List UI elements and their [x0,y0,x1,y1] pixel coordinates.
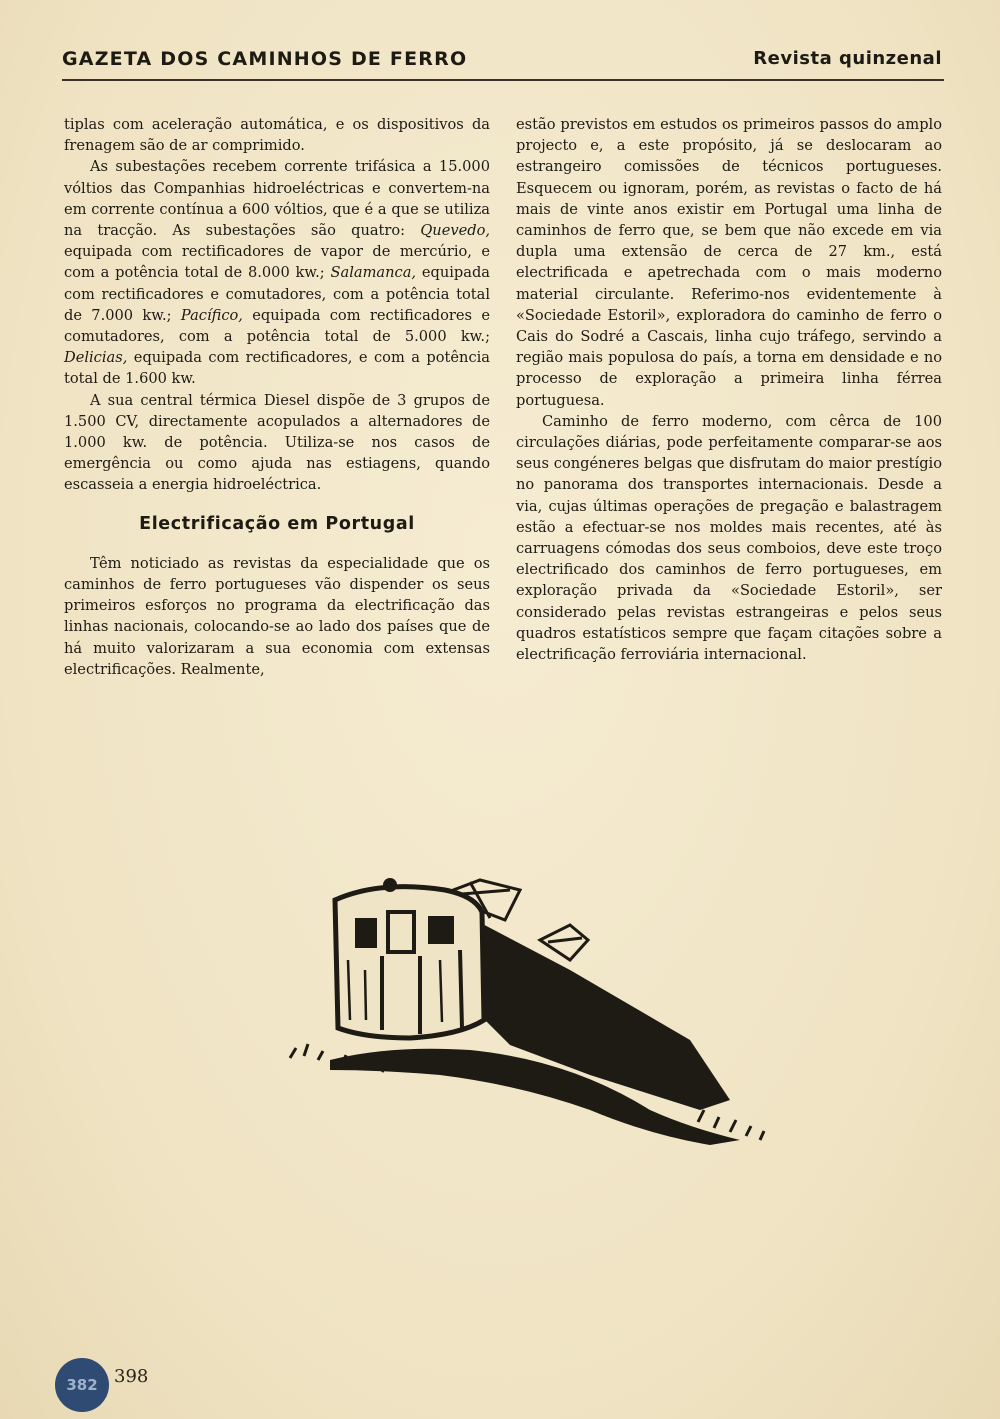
text-span: equipada com rectificadores e comutadores, com a potência total de 7.000 kw.; [64,264,490,324]
paragraph: estão previstos em estudos os primeiros passos do amplo projecto e, a este propósito, já se deslocaram ao estrangeiro comissões de técnicos portugueses. Esquecem ou ignoram, porém, as revistas o facto de há mais de vinte anos existir em Portugal uma linha de caminhos de ferro que, se bem que não excede em via dupla uma extensão de cerca de 27 km., está electrificada e apetrechada com o mais moderno material circulante. Referimo-nos evidentemente à «Sociedade Estoril», exploradora do caminho de ferro o Cais do Sodré a Cascais, linha cujo tráfego, servindo a região mais populosa do país, a torna em densidade e no processo de exploração a primeira linha férrea portuguesa. [516,116,942,409]
section-heading: Electrificação em Portugal [139,513,415,534]
page-header [62,48,942,78]
paragraph: Têm noticiado as revistas da especialidade que os caminhos de ferro portugueses vão dispender os seus primeiros esforços no programa da electrificação das linhas nacionais, colocando-se ao lado dos países que de há muito valorizaram a sua economia com extensas electrificações. Realmente, [64,554,490,678]
text-span: equipada com rectificadores, e com a potência total de 1.600 kw. [64,349,490,388]
text-span: equipada com rectificadores e comutadores, com a potência total de 5.000 kw.; [64,306,490,346]
paragraph: tiplas com aceleração automática, e os dispositivos da frenagem são de ar comprimido. [64,116,490,155]
paragraph: Caminho de ferro moderno, com cêrca de 100 circulações diárias, pode perfeitamente comparar-se aos seus congéneres belgas que disfrutam do maior prestígio no panorama dos transportes internacionais. Desde a via, cujas últimas operações de pregação e balastragem estão a efectuar-se nos moldes mais recentes, até às carruagens cómodas dos seus comboios, deve este troço electrificado dos caminhos de ferro portugueses, em exploração privada da «Sociedade Estoril», ser considerado pelas revistas estrangeiras e pelos seus quadros estatísticos sempre que façam citações sobre a electrificação ferroviária internacional. [516,412,942,664]
header-rule [62,79,944,81]
electric-train-illustration-icon [270,860,790,1160]
italic-name: Pacífico, [180,306,243,324]
italic-name: Delicias, [64,349,128,367]
italic-name: Salamanca, [330,264,417,282]
library-stamp-badge: 382 [55,1358,109,1412]
text-span: As subestações recebem corrente trifásica a 15.000 vóltios das Companhias hidroeléctricas e convertem-na em corrente contínua a 600 vóltios, que é a que se utiliza na tracção. As subestações são quatro: [64,158,490,240]
italic-name: Quevedo, [420,222,490,240]
magazine-subtitle: Revista quinzenal [753,48,942,69]
paragraph: A sua central térmica Diesel dispõe de 3 grupos de 1.500 CV, directamente acopulados a alternadores de 1.000 kw. de potência. Utiliza-se nos casos de emergência ou como ajuda nas estiagens, quando escasseia a energia hidroeléctrica. [64,391,490,494]
text-span: equipada com rectificadores de vapor de mercúrio, e com a potência total de 8.000 kw.; [64,243,490,282]
left-column [64,114,490,680]
magazine-title: GAZETA DOS CAMINHOS DE FERRO [62,48,468,70]
page-number: 398 [114,1366,149,1387]
right-column [516,114,942,665]
paragraph-substations [64,156,490,389]
